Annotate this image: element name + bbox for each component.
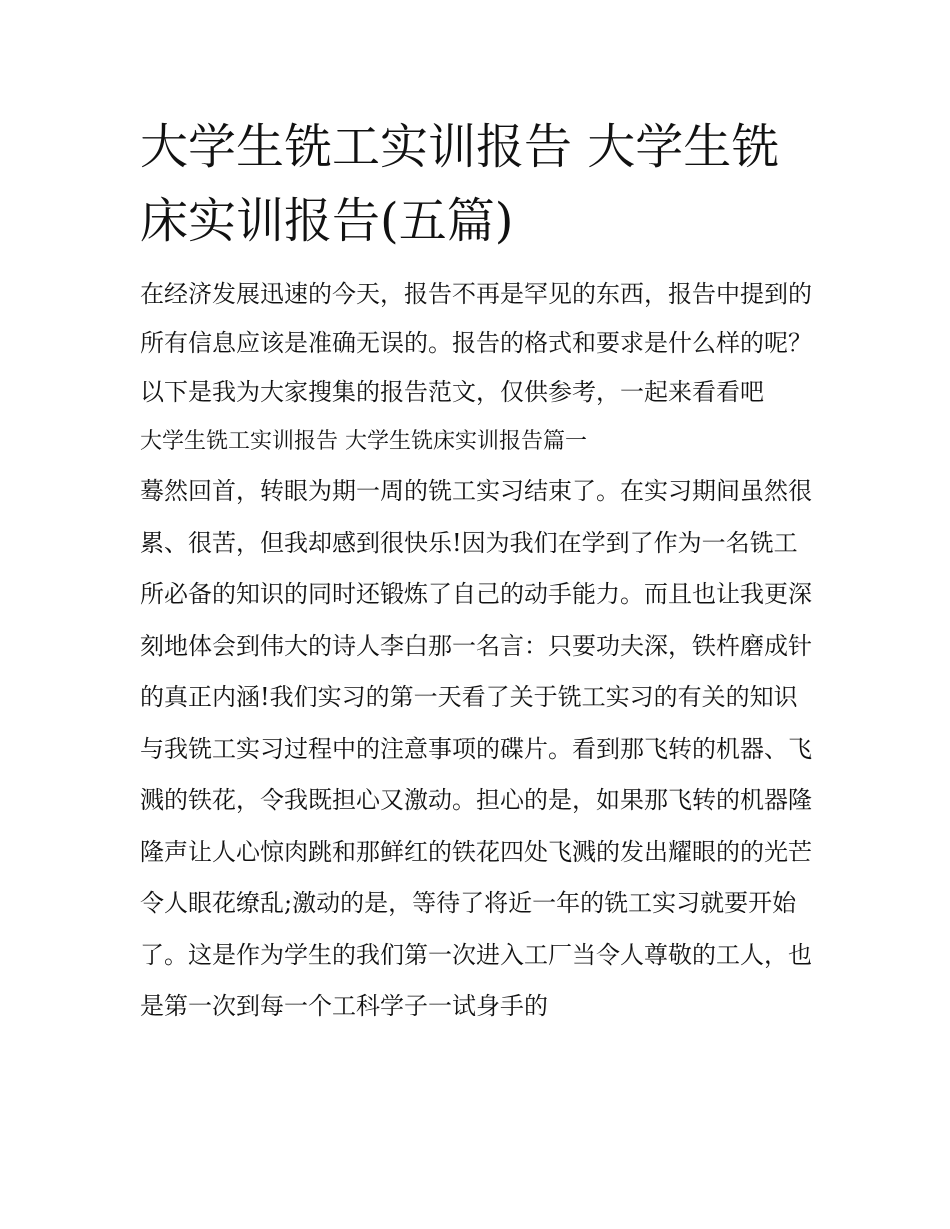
document-page xyxy=(140,110,812,1033)
intro-paragraph: 在经济发展迅速的今天，报告不再是罕见的东西，报告中提到的所有信息应该是准确无误的。报告的格式和要求是什么样的呢？以下是我为大家搜集的报告范文，仅供参考，一起来看看吧 xyxy=(140,280,812,406)
section-heading: 大学生铣工实训报告 大学生铣床实训报告篇一 xyxy=(140,429,587,454)
document-title: 大学生铣工实训报告 大学生铣床实训报告(五篇) xyxy=(140,119,780,249)
body-paragraph: 蓦然回首，转眼为期一周的铣工实习结束了。在实习期间虽然很累、很苦，但我却感到很快乐!因为我们在学到了作为一名铣工所必备的知识的同时还锻炼了自己的动手能力。而且也让我更深刻地体会到伟大的诗人李白那一名言：只要功夫深，铁杵磨成针的真正内涵!我们实习的第一天看了关于铣工实习的有关的知识与我铣工实习过程中的注意事项的碟片。看到那飞转的机器、飞溅的铁花，令我既担心又激动。担心的是，如果那飞转的机器隆隆声让人心惊肉跳和那鲜红的铁花四处飞溅的发出耀眼的的光芒令人眼花缭乱;激动的是，等待了将近一年的铣工实习就要开始了。这是作为学生的我们第一次进入工厂当令人尊敬的工人，也是第一次到每一个工科学子一试身手的 xyxy=(140,477,812,1020)
